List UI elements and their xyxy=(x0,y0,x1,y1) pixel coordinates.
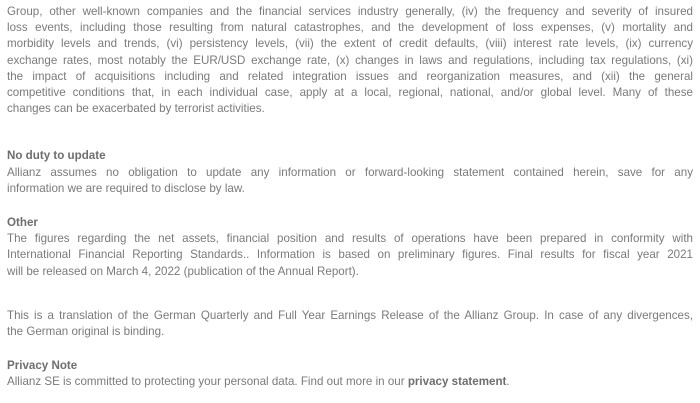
section-privacy-note xyxy=(7,358,693,390)
text-line: will be released on March 4, 2022 (publication of the Annual Report). xyxy=(7,264,359,278)
heading-no-duty-to-update: No duty to update xyxy=(7,149,106,163)
text-line: the German original is binding. xyxy=(7,325,165,339)
text-line: The figures regarding the net assets, financial position and results of operations have been prepared in conformity with xyxy=(7,232,693,246)
text-line: changes can be exacerbated by terrorist activities. xyxy=(7,102,265,116)
paragraph-translation-note xyxy=(7,308,693,340)
paragraph-other xyxy=(7,231,693,280)
privacy-note-period: . xyxy=(506,375,510,389)
paragraph-forward-looking-factors xyxy=(7,4,693,117)
section-no-duty-to-update xyxy=(7,148,693,197)
privacy-statement-link[interactable]: privacy statement xyxy=(407,375,507,389)
text-line: Group, other well-known companies and the financial services industry generally, (iv) the frequency and severity of insured xyxy=(7,5,693,18)
text-line: information we are required to disclose by law. xyxy=(7,181,245,195)
text-line: the impact of acquisitions including and related integration issues and reorganization measures, and (xii) the general xyxy=(7,69,693,83)
privacy-note-text: Allianz SE is committed to protecting your personal data. Find out more in our xyxy=(7,375,408,389)
text-line: This is a translation of the German Quarterly and Full Year Earnings Release of the Allianz Group. In case of any divergences, xyxy=(7,308,693,322)
text-line: loss events, including those resulting from natural catastrophes, and the development of loss expenses, (v) mortality and xyxy=(7,21,693,35)
paragraph-no-duty-to-update xyxy=(7,165,693,197)
section-other xyxy=(7,215,693,280)
text-line: competitive conditions that, in each individual case, apply at a local, regional, national, and/or global level. Many of these xyxy=(7,86,693,100)
paragraph-privacy-note xyxy=(7,374,693,390)
text-line: Allianz assumes no obligation to update any information or forward-looking statement contained herein, save for any xyxy=(7,165,693,179)
text-line: exchange rates, most notably the EUR/USD exchange rate, (x) changes in laws and regulations, including tax regulations, (xi) xyxy=(7,53,693,67)
heading-privacy-note: Privacy Note xyxy=(7,359,78,373)
text-line: International Financial Reporting Standards.. Information is based on preliminary figures. Final results for fiscal year 2021 xyxy=(7,248,693,262)
heading-other: Other xyxy=(7,216,38,230)
text-line: morbidity levels and trends, (vi) persistency levels, (vii) the extent of credit defaults, (viii) interest rate levels, (ix) currency xyxy=(7,37,693,51)
